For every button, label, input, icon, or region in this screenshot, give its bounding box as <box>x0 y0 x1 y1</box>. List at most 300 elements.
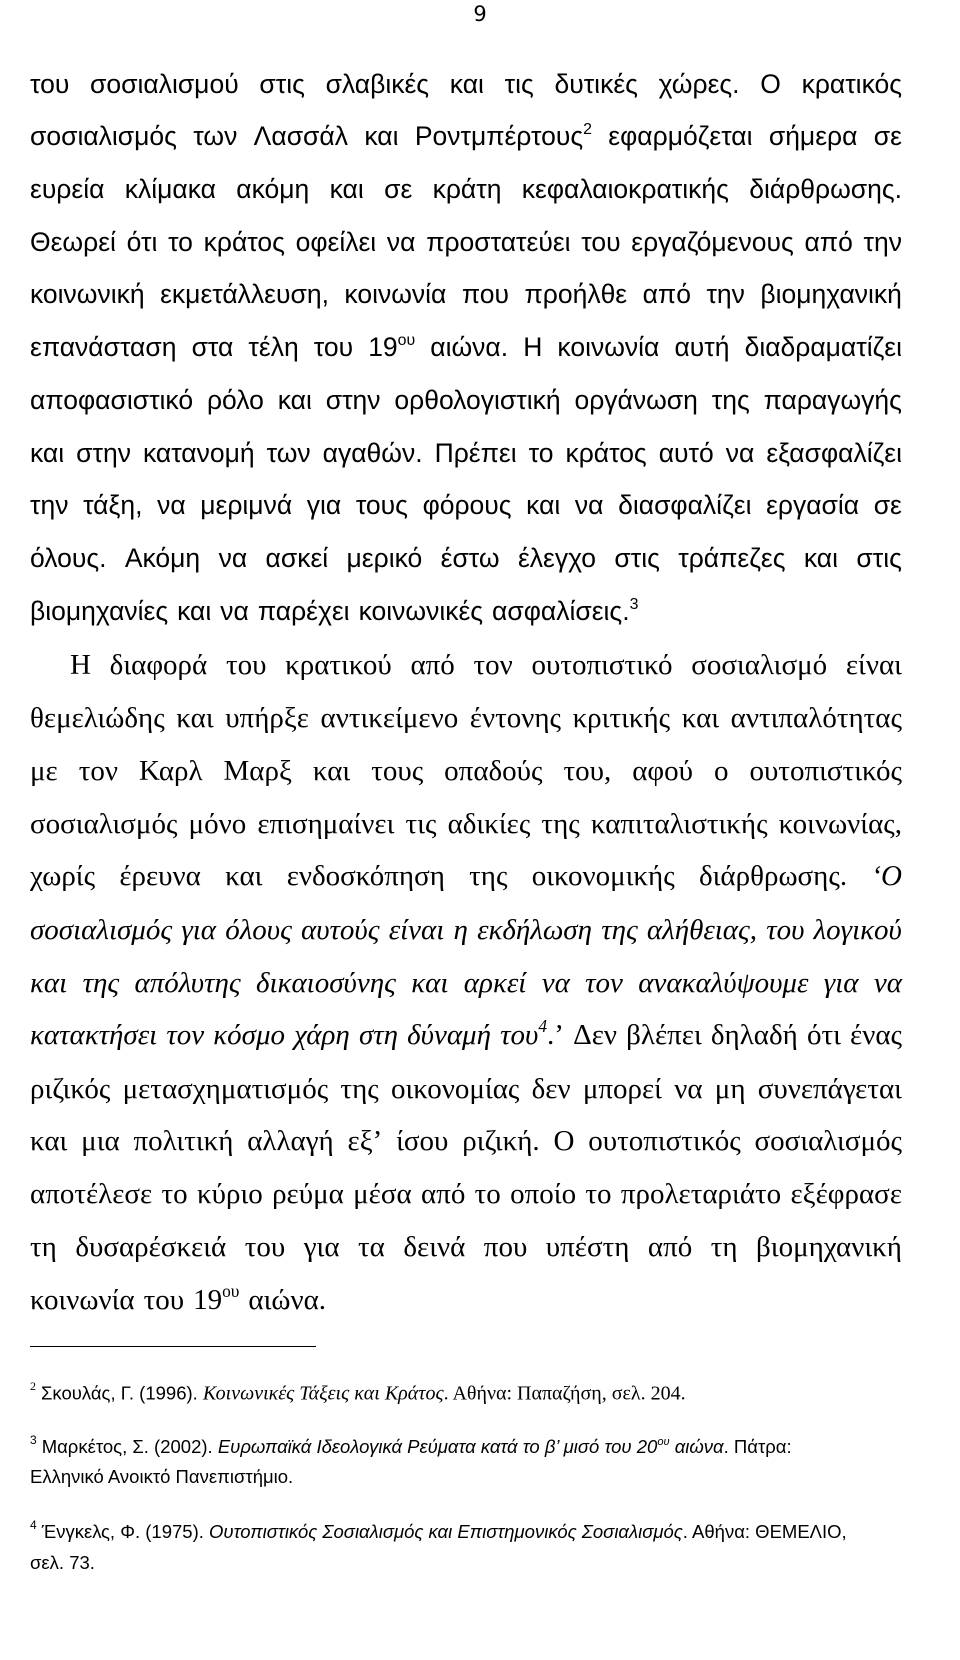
word-group <box>30 112 177 160</box>
word: τέλη <box>248 332 299 362</box>
word-group <box>359 587 483 635</box>
word-group <box>731 694 902 742</box>
word: οικονομίας <box>390 1073 520 1105</box>
word: σήμερα <box>768 121 858 151</box>
text-line <box>30 1276 902 1324</box>
word-group <box>764 376 902 424</box>
word-group <box>134 1117 234 1165</box>
word: και <box>177 596 212 626</box>
word: Ροντμπέρτους <box>414 121 584 151</box>
word: προλεταριάτο <box>620 1178 782 1210</box>
word-group <box>492 587 638 635</box>
word: της <box>541 808 580 840</box>
footnote-publisher-line: Ελληνικό Ανοικτό Πανεπιστήμιο. <box>30 1466 294 1487</box>
word: έρευνα <box>119 860 201 892</box>
word: μπορεί <box>582 1073 662 1105</box>
text-line <box>70 641 902 689</box>
word: δικαιοσύνης <box>256 967 396 999</box>
word: Δεν <box>573 1019 618 1051</box>
word-group <box>448 800 531 848</box>
word: υπήρξε <box>225 702 309 734</box>
word-group <box>804 218 852 266</box>
word: ότι <box>126 227 158 257</box>
word-group <box>387 218 416 266</box>
word-group <box>714 747 729 795</box>
word-group <box>804 534 838 582</box>
word: 19 <box>193 1284 223 1316</box>
word: αδικίες <box>447 808 531 840</box>
word-group <box>573 1011 617 1059</box>
word-group <box>791 1170 903 1218</box>
word-group <box>850 1011 902 1059</box>
word: κρατικός <box>801 69 902 99</box>
text-line <box>30 323 902 371</box>
word-group <box>484 1223 528 1271</box>
word-group <box>160 270 329 318</box>
word-group <box>632 747 693 795</box>
word: το <box>585 1178 612 1210</box>
word-group <box>871 852 902 900</box>
word: σοσιαλισμός <box>30 808 178 840</box>
word-group <box>189 800 247 848</box>
word: την <box>706 279 745 309</box>
word: και <box>803 543 839 573</box>
word: Καρλ <box>138 755 203 787</box>
word-group <box>30 1170 152 1218</box>
word: το <box>474 1178 501 1210</box>
word-group <box>769 112 858 160</box>
word: μέσα <box>353 1178 412 1210</box>
word-group <box>659 429 714 477</box>
word: κοινωνία <box>557 332 660 362</box>
word: τη <box>30 1231 57 1263</box>
word: των <box>266 438 311 468</box>
word-group <box>90 60 239 108</box>
word-group <box>618 481 751 529</box>
word: ότι <box>806 1019 841 1051</box>
word: χώρες. <box>658 69 740 99</box>
word: διάρθρωσης. <box>698 860 848 892</box>
word: δεινά <box>403 1231 466 1263</box>
word: τον <box>166 1019 205 1051</box>
word: την <box>30 490 69 520</box>
word-group <box>469 852 507 900</box>
word-group <box>144 1276 185 1324</box>
word: διαδραματίζει <box>744 332 902 362</box>
word: είναι <box>388 914 445 946</box>
word: του <box>766 914 805 946</box>
word: του <box>143 1284 185 1316</box>
word: αφού <box>632 755 694 787</box>
word: μη <box>714 1073 746 1105</box>
word: να <box>386 227 416 257</box>
word: ίσου <box>396 1125 449 1157</box>
word: Ο <box>760 69 781 99</box>
word: κόσμο <box>213 1019 286 1051</box>
word: έλεγχο <box>517 543 597 573</box>
word: για <box>303 1231 340 1263</box>
footnote-4 <box>30 1520 930 1543</box>
word: αντιπαλότητας <box>730 702 902 734</box>
word-group <box>411 959 448 1007</box>
word: επισημαίνει <box>257 808 395 840</box>
word-group <box>356 481 408 529</box>
word-group <box>441 534 500 582</box>
word-group <box>193 1276 239 1324</box>
word: σε <box>873 121 902 151</box>
word-group <box>125 165 216 213</box>
word: κατακτήσει <box>30 1019 158 1051</box>
word-group <box>415 112 592 160</box>
word-group <box>278 376 312 424</box>
word: και <box>176 702 214 734</box>
footnote-title: Ουτοπιστικός Σοσιαλισμός και Επιστημονικός Σοσιαλισμός <box>209 1521 683 1543</box>
word: βλέπει <box>626 1019 702 1051</box>
word: αλλαγή <box>247 1125 334 1157</box>
word-group <box>247 1117 334 1165</box>
word-group <box>638 959 808 1007</box>
text-line <box>30 1011 902 1059</box>
word-group <box>648 1223 692 1271</box>
word: ο <box>713 755 729 787</box>
word: των <box>193 121 238 151</box>
word-group <box>123 1065 329 1113</box>
word: Ο <box>553 1125 575 1157</box>
word: ασκεί <box>265 543 329 573</box>
word-group <box>691 641 827 689</box>
text-line <box>30 587 902 635</box>
word-group <box>30 481 68 529</box>
word-group <box>505 60 534 108</box>
text-line <box>30 1223 902 1271</box>
word: είναι <box>845 649 902 681</box>
word-group <box>340 1065 378 1113</box>
word-group <box>674 1065 702 1113</box>
word-group <box>134 959 240 1007</box>
footnote-author: Μαρκέτος, Σ. (2002). <box>41 1436 218 1458</box>
word-group <box>601 906 638 954</box>
word-group <box>585 1170 611 1218</box>
word: ανακαλύψουμε <box>638 967 809 999</box>
word: του <box>225 649 267 681</box>
word-group <box>563 747 611 795</box>
word-group <box>524 270 627 318</box>
word: με <box>30 755 58 787</box>
word: της <box>82 967 120 999</box>
word-group <box>450 60 484 108</box>
word: και <box>329 174 364 204</box>
word: ένας <box>850 1019 902 1051</box>
word: Η <box>70 649 91 681</box>
word: όλους <box>225 914 292 946</box>
word-group <box>462 1117 539 1165</box>
word-group <box>394 376 560 424</box>
word-group <box>574 376 697 424</box>
word-group <box>168 218 193 266</box>
word: κλίμακα <box>124 174 216 204</box>
text-line <box>30 534 902 582</box>
word-group <box>353 1170 412 1218</box>
word: δυσαρέσκειά <box>75 1231 227 1263</box>
word-group <box>272 1170 344 1218</box>
word: συνεπάγεται <box>757 1073 902 1105</box>
text-line <box>30 1117 902 1165</box>
word-group <box>204 218 285 266</box>
word-group <box>396 1117 448 1165</box>
word: οποίο <box>510 1178 577 1210</box>
word: οφείλει <box>295 227 377 257</box>
word: το <box>161 1178 188 1210</box>
word: για <box>823 967 859 999</box>
word-group <box>585 959 623 1007</box>
word: από <box>804 227 853 257</box>
word: τον <box>473 649 513 681</box>
text-line <box>30 959 902 1007</box>
word: τους <box>371 755 424 787</box>
word-group <box>294 1011 350 1059</box>
word-group <box>344 270 446 318</box>
word: ευρεία <box>30 174 105 204</box>
word: της <box>711 385 750 415</box>
word-group <box>464 959 527 1007</box>
word-group <box>30 1223 57 1271</box>
word-group <box>81 1117 120 1165</box>
word: λογικού <box>813 914 902 946</box>
word: ενδοσκόπηση <box>286 860 445 892</box>
word: που <box>483 1231 528 1263</box>
word-group <box>711 1011 798 1059</box>
word-group <box>682 694 719 742</box>
word-group <box>433 165 502 213</box>
word-group <box>554 60 637 108</box>
word-group <box>454 906 468 954</box>
word-group <box>766 906 804 954</box>
word-group <box>127 218 158 266</box>
word-group <box>766 429 902 477</box>
word-group <box>522 165 729 213</box>
word: να <box>220 596 249 626</box>
word-group <box>225 694 309 742</box>
word-group <box>267 429 311 477</box>
word: αντικείμενο <box>320 702 459 734</box>
word: κοινωνία <box>344 279 447 309</box>
word-group <box>874 959 902 1007</box>
word-group <box>162 1170 188 1218</box>
word: Η <box>523 332 543 362</box>
word-group <box>76 429 131 477</box>
word: κρατικού <box>285 649 392 681</box>
word: στην <box>76 438 131 468</box>
word: αιώνα. <box>430 332 509 362</box>
word: κοινωνικές <box>358 596 484 626</box>
word: δυτικές <box>554 69 638 99</box>
word-group <box>726 429 755 477</box>
footnote-publisher: . Αθήνα: ΘΕΜΕΛΙΟ, <box>682 1521 847 1543</box>
text-line <box>30 429 902 477</box>
word-group <box>30 1011 157 1059</box>
word: αγαθών. <box>322 438 423 468</box>
word: σοσιαλισμός <box>30 121 177 151</box>
word-group <box>706 270 744 318</box>
word: βιομηχανίες <box>30 596 169 626</box>
word-group <box>749 747 902 795</box>
word: τον <box>78 755 118 787</box>
word: ακόμη <box>236 174 310 204</box>
superscript: ου <box>222 1280 240 1301</box>
word-group <box>674 323 729 371</box>
word-group <box>758 1065 902 1113</box>
word: να <box>218 543 248 573</box>
word: να <box>157 490 186 520</box>
word: να <box>725 438 755 468</box>
word-group <box>323 429 423 477</box>
word: έντονης <box>469 702 561 734</box>
word-group <box>553 1117 574 1165</box>
word: να <box>574 490 604 520</box>
word: εξ’ <box>347 1125 383 1157</box>
word-group <box>364 112 398 160</box>
word: μεριμνά <box>200 490 293 520</box>
word-group <box>181 906 216 954</box>
word: υπέστη <box>545 1231 630 1263</box>
word-group <box>30 906 172 954</box>
superscript: 4 <box>538 1015 548 1036</box>
word-group <box>532 1065 571 1113</box>
superscript: ου <box>397 331 416 349</box>
word-group <box>30 323 176 371</box>
word-group <box>421 1170 465 1218</box>
word: πολιτική <box>133 1125 234 1157</box>
footnote-title: Ευρωπαϊκά Ιδεολογικά Ρεύματα κατά το β’ μισό του 20 <box>217 1436 658 1458</box>
word: από <box>421 1178 466 1210</box>
word-group <box>321 694 459 742</box>
word-group <box>326 60 430 108</box>
word: σε <box>384 174 413 204</box>
word-group <box>518 534 596 582</box>
word: Λασσάλ <box>253 121 348 151</box>
word-group <box>83 481 142 529</box>
word: διάρθρωσης. <box>749 174 902 204</box>
word: κοινωνική <box>30 279 145 309</box>
word-group <box>749 165 902 213</box>
word: μόνο <box>188 808 247 840</box>
word-group <box>236 165 309 213</box>
word: από <box>642 279 691 309</box>
word: του <box>313 332 354 362</box>
word: να <box>541 967 570 999</box>
word: κύριο <box>197 1178 263 1210</box>
word-group <box>473 641 512 689</box>
word: τάξη, <box>83 490 143 520</box>
word: εκμετάλλευση, <box>160 279 329 309</box>
word: δεν <box>531 1073 571 1105</box>
footnote-ordinal: ου <box>657 1435 670 1448</box>
word: να <box>674 1073 703 1105</box>
text-line <box>30 270 902 318</box>
word: από <box>647 1231 693 1263</box>
word-group <box>712 376 750 424</box>
word: εξέφρασε <box>790 1178 902 1210</box>
word-group <box>313 747 350 795</box>
word-group <box>410 641 454 689</box>
word: της <box>601 914 638 946</box>
word-group <box>248 1276 326 1324</box>
text-line <box>30 165 902 213</box>
word-group <box>526 481 560 529</box>
page-number: 9 <box>473 2 487 26</box>
text-line <box>30 906 902 954</box>
word: της <box>469 860 508 892</box>
word-group <box>814 906 902 954</box>
word: του <box>30 69 70 99</box>
word: εργαζόμενους <box>631 227 794 257</box>
word: και <box>225 860 263 892</box>
word-group <box>423 481 512 529</box>
footnote-title: Κοινωνικές Τάξεις και Κράτος <box>202 1382 444 1405</box>
word-group <box>166 1011 204 1059</box>
word: ριζική. <box>462 1125 540 1157</box>
word-group <box>220 587 249 635</box>
word: σοσιαλισμός <box>30 914 173 946</box>
word: που <box>461 279 509 309</box>
word: του <box>581 227 621 257</box>
footnote-publisher: . Πάτρα: <box>723 1436 792 1458</box>
word: Μαρξ <box>223 755 292 787</box>
word: εκδήλωση <box>477 914 593 946</box>
word: κριτικής <box>572 702 671 734</box>
word: να <box>873 967 902 999</box>
superscript: 2 <box>583 120 592 138</box>
word-group <box>30 60 69 108</box>
word: εργασία <box>766 490 860 520</box>
word-group <box>30 1276 135 1324</box>
word-group <box>219 534 248 582</box>
word-group <box>864 218 902 266</box>
word-group <box>110 641 208 689</box>
word-group <box>523 323 542 371</box>
word: την <box>863 227 902 257</box>
word: παρέχει <box>257 596 350 626</box>
word-group <box>760 270 902 318</box>
word-group <box>406 800 437 848</box>
word-group <box>30 587 168 635</box>
word-group <box>699 852 847 900</box>
word: έστω <box>440 543 500 573</box>
word: κεφαλαιοκρατικής <box>521 174 729 204</box>
text-line <box>30 112 902 160</box>
word: παραγωγής <box>763 385 902 415</box>
word: χάρη <box>294 1019 350 1051</box>
word: τα <box>358 1231 385 1263</box>
word-group <box>358 1223 385 1271</box>
word-group <box>715 1065 746 1113</box>
word: ‘Ο <box>871 860 902 892</box>
word-group <box>304 1223 340 1271</box>
text-line <box>30 800 902 848</box>
footnote-author: Σκουλάς, Γ. (1996). <box>41 1382 203 1404</box>
word-group <box>403 1223 465 1271</box>
word: και <box>30 967 68 999</box>
word-group <box>631 218 793 266</box>
word-group <box>565 429 646 477</box>
text-line <box>30 376 902 424</box>
word-group <box>30 270 145 318</box>
footnote-publisher-line: σελ. 73. <box>30 1552 95 1573</box>
text-line <box>30 218 902 266</box>
word: φόρους <box>422 490 512 520</box>
superscript: 3 <box>629 595 639 613</box>
word-group <box>197 1170 263 1218</box>
